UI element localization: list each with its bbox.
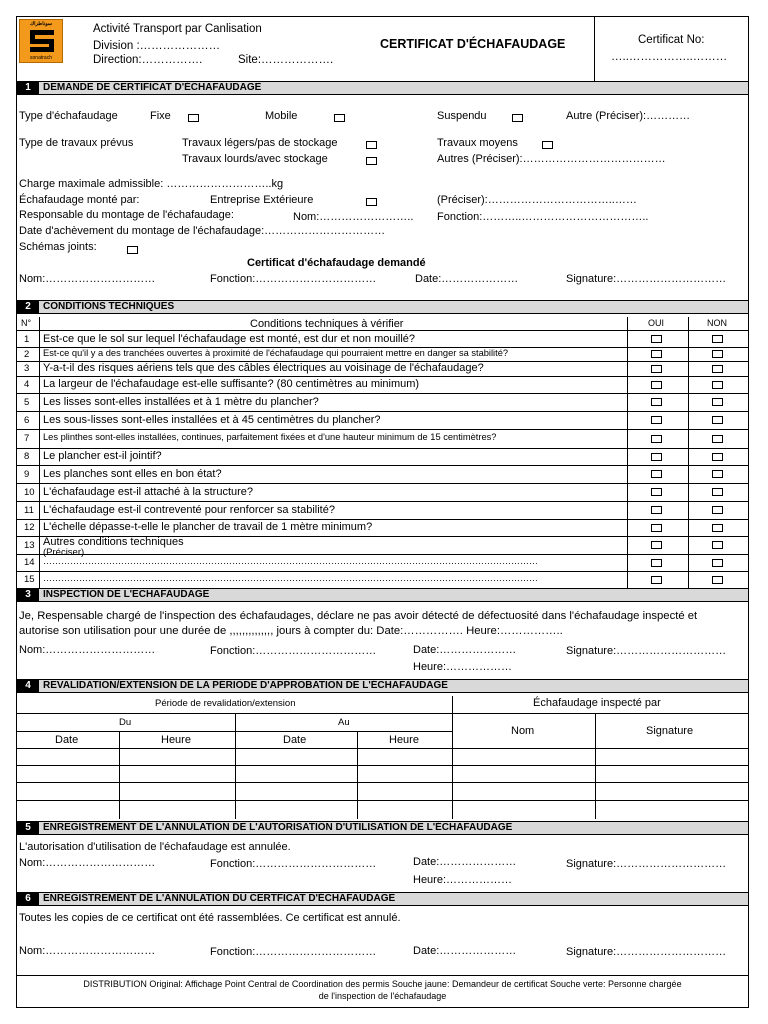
- condition-text: Le plancher est-il jointif?: [43, 450, 162, 462]
- non-checkbox[interactable]: [712, 335, 723, 343]
- division-field[interactable]: Division :…………………: [93, 40, 221, 52]
- condition-text: Les planches sont elles en bon état?: [43, 467, 222, 480]
- inspected-by-heading: Échafaudage inspecté par: [533, 697, 661, 709]
- max-load-field[interactable]: Charge maximale admissible: ………………………..kg: [19, 178, 284, 190]
- cancel-auth-hour-field[interactable]: Heure:………………: [413, 874, 513, 886]
- condition-text: Les sous-lisses sont-elles installées et à 45 centimètres du plancher?: [43, 413, 381, 426]
- section-5-header: 5 ENREGISTREMENT DE L'ANNULATION DE L'AUTORISATION D'UTILISATION DE L'ÉCHAFAUDAGE: [17, 821, 748, 835]
- inspection-hour-field[interactable]: Heure:………………: [413, 661, 513, 673]
- oui-checkbox[interactable]: [651, 506, 662, 514]
- condition-text: L'échafaudage est-il contreventé pour renforcer sa stabilité?: [43, 503, 335, 516]
- direction-field[interactable]: Direction:…………….: [93, 54, 203, 66]
- condition-text: La largeur de l'échafaudage est-elle suffisante? (80 centimètres au minimum): [43, 378, 420, 390]
- certificate-cancel-text: Toutes les copies de ce certificat ont été rassemblées. Ce certificat est annulé.: [19, 912, 401, 924]
- condition-number: 8: [24, 451, 30, 462]
- non-checkbox[interactable]: [712, 488, 723, 496]
- oui-checkbox[interactable]: [651, 335, 662, 343]
- request-name-field[interactable]: Nom:…………………………: [19, 273, 156, 285]
- oui-checkbox[interactable]: [651, 416, 662, 424]
- condition-number: 7: [24, 433, 30, 444]
- medium-work-label: Travaux moyens: [437, 137, 518, 149]
- inspection-name-field[interactable]: Nom:…………………………: [19, 644, 156, 656]
- assembly-manager-name-field[interactable]: Nom:……………………..: [293, 211, 414, 223]
- oui-checkbox[interactable]: [651, 559, 662, 567]
- to-hour-col: Heure: [389, 734, 419, 746]
- request-heading: Certificat d'échafaudage demandé: [247, 257, 426, 269]
- condition-number: 9: [24, 468, 30, 480]
- cancel-auth-name-field[interactable]: Nom:…………………………: [19, 857, 156, 869]
- condition-number: 2: [24, 348, 30, 360]
- heavy-work-checkbox[interactable]: [366, 157, 377, 165]
- suspendu-label: Suspendu: [437, 110, 487, 122]
- mobile-label: Mobile: [265, 110, 298, 122]
- request-signature-field[interactable]: Signature:…………………………: [566, 273, 727, 285]
- condition-text: Les lisses sont-elles installées et à 1 mètre du plancher?: [43, 395, 319, 408]
- authorization-cancel-text: L'autorisation d'utilisation de l'échafaudage est annulée.: [19, 841, 291, 853]
- site-field[interactable]: Site:……………….: [238, 54, 334, 66]
- fixe-label: Fixe: [150, 110, 171, 122]
- oui-checkbox[interactable]: [651, 365, 662, 373]
- scaffold-type-label: Type d'échafaudage: [19, 110, 118, 122]
- mobile-checkbox[interactable]: [334, 114, 345, 122]
- logo-text: سوناطراك: [30, 21, 52, 27]
- certificate-no-label: Certificat No:: [638, 34, 705, 46]
- condition-number: 15: [24, 574, 35, 585]
- oui-checkbox[interactable]: [651, 488, 662, 496]
- condition-text: L'échafaudage est-il attaché à la structure?: [43, 485, 254, 498]
- distribution-note: DISTRIBUTION Original: Affichage Point Central de Coordination des permis Souche jaune: Demandeur de certificat Souche verte: Personne chargée: [83, 979, 682, 989]
- oui-checkbox[interactable]: [651, 524, 662, 532]
- from-date-col: Date: [55, 734, 79, 746]
- condition-number: 3: [24, 363, 30, 374]
- oui-checkbox[interactable]: [651, 453, 662, 461]
- company-logo: [19, 19, 63, 63]
- non-checkbox[interactable]: [712, 350, 723, 358]
- to-heading: Au: [338, 717, 350, 728]
- oui-checkbox[interactable]: [651, 381, 662, 389]
- diagrams-checkbox[interactable]: [127, 246, 138, 254]
- fixe-checkbox[interactable]: [188, 114, 199, 122]
- inspection-signature-field[interactable]: Signature:…………………………: [566, 645, 727, 657]
- signature-col: Signature: [646, 725, 694, 737]
- inspection-duration[interactable]: autorise son utilisation pour une durée de ,,,,,,,,,,,,,, jours à compter du: Date:……………. Heure:……………..: [19, 625, 563, 637]
- non-checkbox[interactable]: [712, 453, 723, 461]
- condition-number: 10: [24, 486, 35, 498]
- from-hour-col: Heure: [161, 734, 191, 746]
- condition-number: 13: [24, 539, 35, 551]
- section-3-header: 3 INSPECTION DE L'ECHAFAUDAGE: [17, 588, 748, 602]
- condition-specify: (Préciser): [43, 547, 85, 558]
- cancel-cert-name-field[interactable]: Nom:…………………………: [19, 945, 156, 957]
- document-title: CERTIFICAT D'ÉCHAFAUDAGE: [380, 37, 566, 51]
- condition-number: 4: [24, 379, 30, 390]
- non-checkbox[interactable]: [712, 506, 723, 514]
- condition-text: …………………………………………………………………………………………………………………………………………………: [43, 573, 538, 583]
- logo-caption: sonatrach: [30, 55, 52, 61]
- revalidation-table: [17, 696, 748, 819]
- col-condition: Conditions techniques à vérifier: [250, 318, 404, 330]
- medium-work-checkbox[interactable]: [542, 141, 553, 149]
- cancel-auth-signature-field[interactable]: Signature:…………………………: [566, 858, 727, 870]
- non-checkbox[interactable]: [712, 416, 723, 424]
- non-checkbox[interactable]: [712, 398, 723, 406]
- conditions-table: [17, 317, 748, 588]
- assembly-manager-function-field[interactable]: Fonction:………..……………………………..: [437, 211, 649, 223]
- oui-checkbox[interactable]: [651, 576, 662, 584]
- condition-number: 11: [24, 504, 34, 516]
- oui-checkbox[interactable]: [651, 470, 662, 478]
- oui-checkbox[interactable]: [651, 398, 662, 406]
- condition-number: 1: [24, 333, 30, 345]
- condition-number: 14: [24, 557, 35, 568]
- assembly-manager-label: Responsable du montage de l'échafaudage:: [19, 209, 234, 221]
- from-heading: Du: [119, 717, 132, 728]
- external-company-label: Entreprise Extérieure: [210, 194, 314, 206]
- cancel-auth-function-field[interactable]: Fonction:……………………………: [210, 858, 377, 870]
- suspendu-checkbox[interactable]: [512, 114, 523, 122]
- non-checkbox[interactable]: [712, 435, 723, 443]
- inspection-declaration: Je, Respensable chargé de l'inspection des échafaudages, déclare ne pas avoir détecté de défectuosité dans l'échafaudage inspecté et: [19, 610, 698, 622]
- distribution-note-cont: de l'inspection de l'échafaudage: [318, 991, 447, 1001]
- logo-symbol: [30, 30, 54, 52]
- oui-checkbox[interactable]: [651, 435, 662, 443]
- section-1-header: 1 DEMANDE DE CERTIFICAT D'ÉCHAFAUDAGE: [17, 81, 748, 95]
- condition-text: Est-ce que le sol sur lequel l'échafaudage est monté, est dur et non mouillé?: [43, 332, 416, 345]
- inspection-date-field[interactable]: Date:…………………: [413, 644, 517, 656]
- col-oui: OUI: [648, 318, 665, 328]
- to-date-col: Date: [283, 734, 307, 746]
- request-date-field[interactable]: Date:…………………: [415, 273, 519, 285]
- light-work-checkbox[interactable]: [366, 141, 377, 149]
- cancel-cert-date-field[interactable]: Date:…………………: [413, 945, 517, 957]
- activity-label: Activité Transport par Canlisation: [93, 23, 262, 35]
- certificate-no-field[interactable]: …..……………..………: [611, 51, 728, 63]
- section-4-header: 4 REVALIDATION/EXTENSION DE LA PÉRIODE D'APPROBATION DE L'ÉCHAFAUDAGE: [17, 679, 748, 693]
- oui-checkbox[interactable]: [651, 350, 662, 358]
- certificate-form: [16, 16, 749, 1008]
- condition-number: 5: [24, 396, 30, 408]
- light-work-label: Travaux légers/pas de stockage: [182, 137, 338, 149]
- condition-text: L'échelle dépasse-t-elle le plancher de travail de 1 mètre minimum?: [43, 521, 373, 533]
- diagrams-label: Schémas joints:: [19, 241, 97, 253]
- cancel-auth-date-field[interactable]: Date:…………………: [413, 856, 517, 868]
- non-checkbox[interactable]: [712, 381, 723, 389]
- specify-field[interactable]: (Préciser):……………………………..……: [437, 194, 637, 206]
- work-type-label: Type de travaux prévus: [19, 137, 134, 149]
- request-function-field[interactable]: Fonction:……………………………: [210, 273, 377, 285]
- condition-text: Autres conditions techniques: [43, 536, 184, 548]
- non-checkbox[interactable]: [712, 541, 723, 549]
- condition-number: 6: [24, 414, 30, 426]
- completion-date-field[interactable]: Date d'achèvement du montage de l'échafaudage:……………………………: [19, 225, 386, 237]
- cancel-cert-signature-field[interactable]: Signature:…………………………: [566, 946, 727, 958]
- oui-checkbox[interactable]: [651, 541, 662, 549]
- cancel-cert-function-field[interactable]: Fonction:……………………………: [210, 946, 377, 958]
- mounted-by-label: Échafaudage monté par:: [19, 194, 140, 206]
- other-work-field[interactable]: Autres (Préciser):…………………………………: [437, 153, 666, 165]
- name-col: Nom: [511, 725, 535, 737]
- condition-text: Les plinthes sont-elles installées, continues, parfaitement fixées et d'une hauteur minimum de 15 centimètres?: [43, 432, 497, 442]
- section-2-header: 2 CONDITIONS TECHNIQUES: [17, 300, 748, 314]
- non-checkbox[interactable]: [712, 470, 723, 478]
- heavy-work-label: Travaux lourds/avec stockage: [182, 153, 328, 165]
- non-checkbox[interactable]: [712, 576, 723, 584]
- col-number: N°: [21, 318, 32, 328]
- condition-text: Est-ce qu'il y a des tranchées ouvertes à proximité de l'échafaudage qui pourraient mettre en danger sa stabilité?: [43, 347, 509, 358]
- non-checkbox[interactable]: [712, 559, 723, 567]
- col-non: NON: [707, 318, 727, 328]
- non-checkbox[interactable]: [712, 524, 723, 532]
- condition-text: Y-a-t-il des risques aériens tels que des câbles électriques au voisinage de l'échafaudage?: [43, 362, 484, 374]
- condition-text: …………………………………………………………………………………………………………………………………………………: [43, 556, 538, 566]
- section-6-header: 6 ENREGISTREMENT DE L'ANNULATION DU CERTFICAT D'ÉCHAFAUDAGE: [17, 892, 748, 906]
- autre-type-field[interactable]: Autre (Préciser):…………: [566, 110, 691, 122]
- non-checkbox[interactable]: [712, 365, 723, 373]
- period-heading: Période de revalidation/extension: [155, 698, 296, 709]
- inspection-function-field[interactable]: Fonction:……………………………: [210, 645, 377, 657]
- condition-number: 12: [24, 522, 35, 533]
- external-company-checkbox[interactable]: [366, 198, 377, 206]
